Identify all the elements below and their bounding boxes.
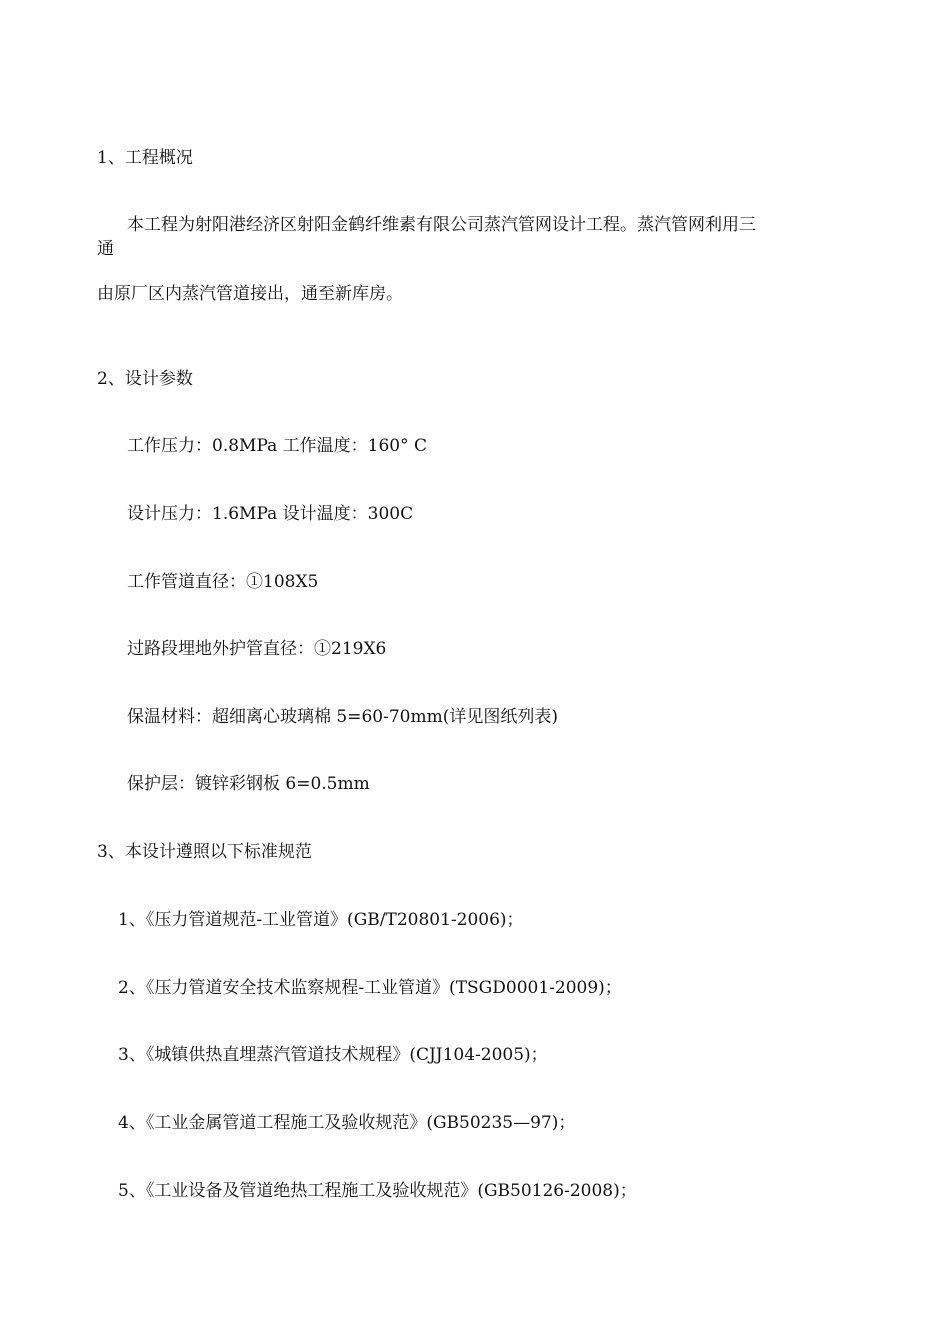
section1-heading: 1、工程概况 — [97, 148, 193, 168]
section1-paragraph-line3: 由原厂区内蒸汽管道接出，通至新库房。 — [97, 284, 403, 304]
standard-item-2: 2、《压力管道安全技术监察规程-工业管道》(TSGD0001-2009)； — [118, 978, 622, 998]
param-pipe-diameter: 工作管道直径：①108X5 — [127, 572, 319, 592]
standard-item-1: 1、《压力管道规范-工业管道》(GB/T20801-2006)； — [118, 910, 524, 930]
param-insulation-material: 保温材料：超细离心玻璃棉 5=60-70mm(详见图纸列表) — [127, 707, 558, 727]
param-design-pressure: 设计压力：1.6MPa 设计温度：300C — [127, 504, 414, 524]
section2-heading: 2、设计参数 — [97, 369, 193, 389]
param-working-pressure: 工作压力：0.8MPa 工作温度：160° C — [127, 436, 428, 456]
standard-item-4: 4、《工业金属管道工程施工及验收规范》(GB50235—97)； — [118, 1113, 576, 1133]
section1-paragraph-line1: 本工程为射阳港经济区射阳金鹤纤维素有限公司蒸汽管网设计工程。蒸汽管网利用三 — [127, 215, 756, 235]
standard-item-3: 3、《城镇供热直埋蒸汽管道技术规程》(CJJ104-2005)； — [118, 1045, 548, 1065]
param-protective-layer: 保护层：镀锌彩钢板 6=0.5mm — [127, 774, 370, 794]
standard-item-5: 5、《工业设备及管道绝热工程施工及验收规范》(GB50126-2008)； — [118, 1181, 637, 1201]
param-casing-diameter: 过路段埋地外护管直径：①219X6 — [127, 639, 387, 659]
section1-paragraph-line2: 通 — [97, 239, 114, 259]
section3-heading: 3、本设计遵照以下标准规范 — [97, 842, 312, 862]
